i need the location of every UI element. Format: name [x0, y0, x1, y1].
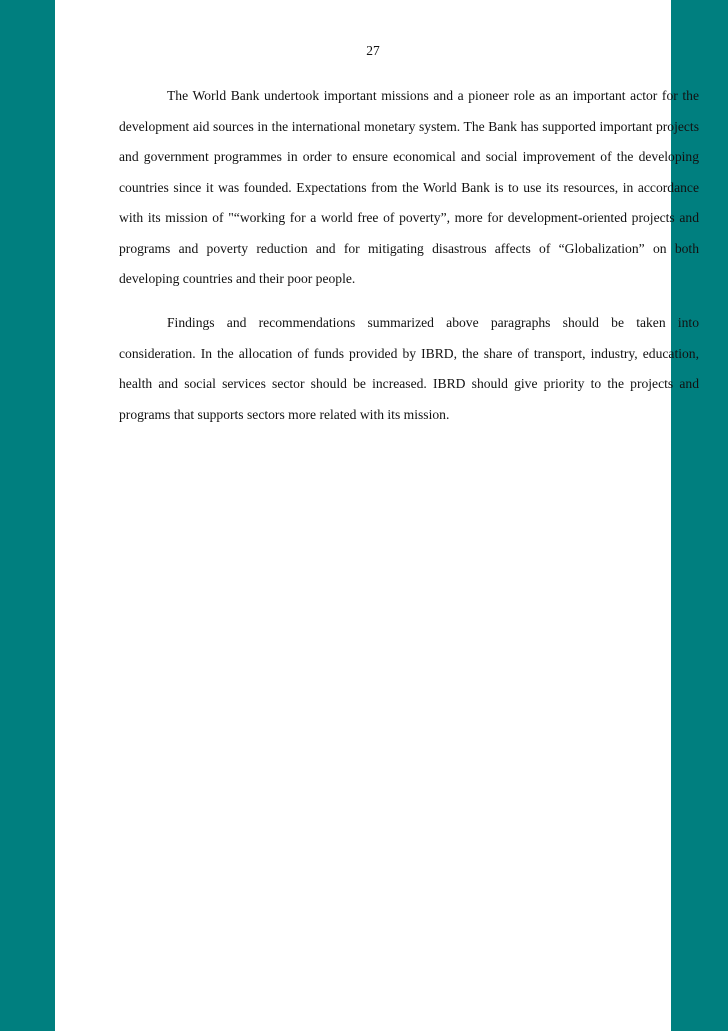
left-border-band [0, 0, 55, 1031]
paragraph-findings-recommendations [119, 308, 699, 430]
document-page [55, 0, 699, 1031]
paragraph-world-bank-role [119, 81, 699, 295]
page-number: 27 [366, 43, 380, 58]
paragraph-text: The World Bank undertook important missions and a pioneer role as an important actor for the development aid sources in the international monetary system. The Bank has supported important projects and government programmes in order to ensure economical and social improvement of the developing countries since it was founded. Expectations from the World Bank is to use its resources, in accordance with its mission of "“working for a world free of poverty”, more for development-oriented projects and programs and poverty reduction and for mitigating disastrous affects of “Globalization” on both developing countries and their poor people. [119, 88, 699, 286]
paragraph-text: Findings and recommendations summarized above paragraphs should be taken into consideration. In the allocation of funds provided by IBRD, the share of transport, industry, education, health and social services sector should be increased. IBRD should give priority to the projects and programs that supports sectors more related with its mission. [119, 315, 699, 422]
